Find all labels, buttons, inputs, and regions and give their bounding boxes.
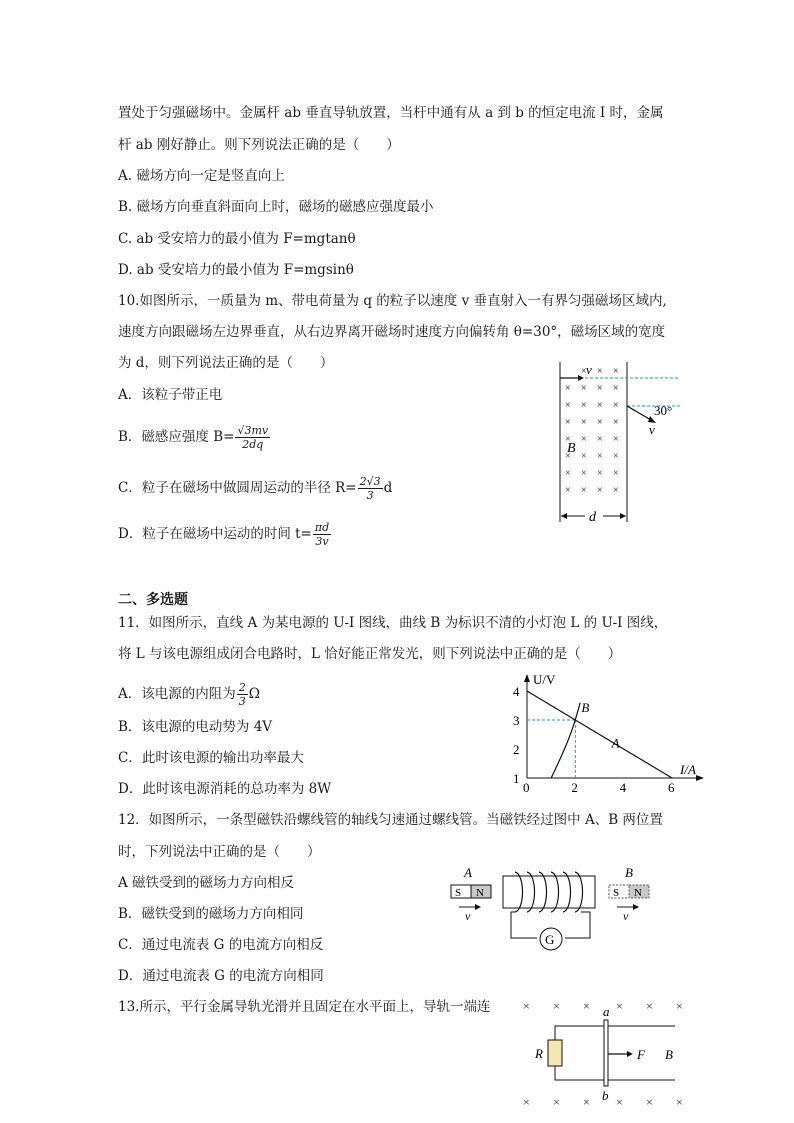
- magnet-a-arrowhead: [475, 904, 481, 910]
- q10-stem-line2: 速度方向跟磁场左边界垂直，从右边界离开磁场时速度方向偏转角 θ=30°，磁场区域的宽度: [118, 324, 666, 340]
- field-cross: ×: [597, 451, 603, 462]
- y-tick-label: 1: [513, 771, 520, 786]
- q13-stem-line1: 13.所示，平行金属导轨光滑并且固定在水平面上，导轨一端连: [118, 999, 491, 1015]
- magnet-a-v-label: v: [465, 909, 471, 923]
- x-tick-label: 4: [619, 780, 627, 795]
- field-cross: ×: [553, 999, 560, 1013]
- y-tick-label: 4: [513, 684, 520, 699]
- intersection-label: B: [581, 700, 590, 715]
- q12-stem-line1: 12．如图所示，一条型磁铁沿螺线管的轴线匀速通过螺线管。当磁铁经过图中 A、B 两位置: [118, 812, 663, 828]
- field-cross: ×: [565, 383, 571, 394]
- section-title: 二、多选题: [118, 592, 188, 608]
- field-cross: ×: [581, 485, 587, 496]
- circuit-wire-left: [511, 912, 537, 938]
- series-a-label: A: [611, 735, 620, 751]
- label-f: F: [637, 1047, 645, 1062]
- field-cross: ×: [581, 366, 587, 377]
- galvanometer-label: G: [545, 932, 555, 947]
- field-cross: ×: [581, 417, 587, 428]
- q10-option-c: C．粒子在磁场中做圆周运动的半径 R= $\frac{2√3}{3}$ d: [118, 475, 393, 502]
- magnet-b-arrowhead: [633, 904, 639, 910]
- label-b-field: B: [665, 1047, 673, 1062]
- y-axis-arrow: [524, 674, 530, 682]
- q12-option-d: D．通过电流表 G 的电流方向相同: [118, 968, 324, 984]
- q11-option-b: B．该电源的电动势为 4V: [118, 719, 273, 735]
- field-cross: ×: [581, 400, 587, 411]
- q11-ui-chart: [500, 670, 720, 798]
- q11-option-d: D．此时该电源消耗的总功率为 8W: [118, 781, 332, 797]
- q10-stem-line3: 为 d，则下列说法正确的是（ ）: [118, 355, 334, 371]
- series-a-line: [527, 691, 672, 778]
- field-cross: ×: [565, 451, 571, 462]
- q10-stem-line1: 10.如图所示，一质量为 m、带电荷量为 q 的粒子以速度 v 垂直射入一有界匀强磁场区域内,: [118, 293, 667, 309]
- q12-option-b: B．磁铁受到的磁场力方向相同: [118, 906, 304, 922]
- field-cross: ×: [565, 485, 571, 496]
- field-cross: ×: [613, 434, 619, 445]
- q9-option-c: C. ab 受安培力的最小值为 F=mgtanθ: [118, 231, 356, 247]
- x-tick-label: 2: [571, 780, 578, 795]
- field-cross: ×: [616, 1095, 623, 1109]
- label-d: d: [589, 510, 596, 525]
- field-cross: ×: [676, 1095, 683, 1109]
- field-cross: ×: [613, 468, 619, 479]
- y-tick-label: 3: [513, 713, 520, 728]
- q9-option-d: D. ab 受安培力的最小值为 F=mgsinθ: [118, 262, 354, 278]
- q10-d-fraction: $\frac{\pi d}{3v}$: [314, 521, 330, 548]
- y-axis-label: U/V: [533, 672, 556, 687]
- q11-stem-line2: 将 L 与该电源组成闭合电路时，L 恰好能正常发光，则下列说法中正确的是（ ）: [118, 646, 622, 662]
- field-cross: ×: [553, 1095, 560, 1109]
- q10-c-fraction: $\frac{2√3}{3}$: [359, 475, 381, 502]
- field-cross: ×: [597, 383, 603, 394]
- field-cross: ×: [613, 451, 619, 462]
- circuit-wire-right: [565, 912, 590, 938]
- field-cross: ×: [583, 1095, 590, 1109]
- q11-option-a: A．该电源的内阻为 $\frac{2}{3}$ Ω: [118, 681, 260, 708]
- field-cross: ×: [523, 1095, 530, 1109]
- magnet-b-s-label: S: [613, 887, 620, 899]
- field-cross: ×: [613, 485, 619, 496]
- q9-option-b: B. 磁场方向垂直斜面向上时，磁场的磁感应强度最小: [118, 199, 434, 215]
- field-cross: ×: [597, 366, 603, 377]
- x-axis-arrow: [696, 775, 704, 781]
- q12-solenoid-figure: [445, 864, 665, 956]
- field-cross: ×: [676, 999, 683, 1013]
- field-cross: ×: [581, 434, 587, 445]
- field-cross: ×: [565, 468, 571, 479]
- field-cross: ×: [581, 468, 587, 479]
- field-cross: ×: [597, 417, 603, 428]
- magnet-b-n-label: N: [634, 887, 642, 899]
- field-cross: ×: [597, 468, 603, 479]
- field-cross: ×: [597, 485, 603, 496]
- exit-velocity-arrow: [627, 406, 651, 420]
- label-b: b: [602, 1088, 609, 1103]
- magnet-a-s-label: S: [455, 887, 462, 899]
- q10-option-a: A．该粒子带正电: [118, 387, 223, 403]
- magnet-a-n-label: N: [476, 887, 484, 899]
- resistor: [548, 1040, 562, 1066]
- label-position-b: B: [625, 865, 633, 880]
- field-cross: ×: [646, 999, 653, 1013]
- field-crosses: [565, 366, 619, 496]
- label-r: R: [535, 1046, 543, 1061]
- magnet-b-v-label: v: [623, 909, 629, 923]
- q9-stem-line1: 置处于匀强磁场中。金属杆 ab 垂直导轨放置，当杆中通有从 a 到 b 的恒定电流 I 时，金属: [118, 105, 664, 121]
- q10-option-d: D．粒子在磁场中运动的时间 t= $\frac{\pi d}{3v}$: [118, 521, 330, 548]
- field-cross: ×: [597, 434, 603, 445]
- field-cross: ×: [597, 400, 603, 411]
- width-arrowhead-right: [620, 513, 626, 519]
- metal-rails: [555, 1026, 675, 1080]
- label-position-a: A: [464, 865, 472, 880]
- q10-magnetic-field-figure: [550, 358, 690, 528]
- metal-rod: [604, 1020, 608, 1086]
- q9-option-a: A. 磁场方向一定是竖直向上: [118, 168, 285, 184]
- q10-b-fraction: $\frac{√3mv}{2dq}$: [237, 424, 269, 451]
- field-cross: ×: [646, 1095, 653, 1109]
- label-b-field: B: [567, 441, 576, 456]
- field-cross: ×: [565, 417, 571, 428]
- q11-a-fraction: $\frac{2}{3}$: [238, 681, 246, 708]
- q12-option-a: A 磁铁受到的磁场力方向相反: [118, 875, 295, 891]
- q12-option-c: C．通过电流表 G 的电流方向相反: [118, 937, 324, 953]
- label-a: a: [603, 1004, 610, 1019]
- field-cross: ×: [565, 434, 571, 445]
- label-v-entry: v: [586, 362, 592, 377]
- field-cross: ×: [613, 383, 619, 394]
- width-arrowhead-left: [561, 513, 567, 519]
- field-cross: ×: [583, 999, 590, 1013]
- x-tick-label: 0: [523, 780, 530, 795]
- q13-rail-figure: [515, 996, 695, 1114]
- field-cross: ×: [613, 417, 619, 428]
- field-cross: ×: [581, 383, 587, 394]
- field-cross: ×: [613, 366, 619, 377]
- field-cross: ×: [565, 400, 571, 411]
- x-tick-label: 6: [668, 780, 675, 795]
- field-cross: ×: [616, 999, 623, 1013]
- q9-stem-line2: 杆 ab 刚好静止。则下列说法正确的是（ ）: [118, 137, 400, 153]
- q11-stem-line1: 11．如图所示，直线 A 为某电源的 U-I 图线，曲线 B 为标识不清的小灯泡 L 的 U-I 图线，: [118, 615, 668, 631]
- q11-option-c: C．此时该电源的输出功率最大: [118, 750, 304, 766]
- field-cross: ×: [523, 999, 530, 1013]
- label-v-exit: v: [649, 422, 655, 437]
- label-angle: 30°: [654, 403, 673, 418]
- x-axis-label: I/A: [680, 762, 696, 777]
- field-cross: ×: [613, 400, 619, 411]
- field-cross: ×: [581, 451, 587, 462]
- q10-option-b: B．磁感应强度 B= $\frac{√3mv}{2dq}$: [118, 424, 269, 451]
- force-arrowhead: [627, 1051, 633, 1057]
- y-tick-label: 2: [513, 742, 520, 757]
- q12-stem-line2: 时，下列说法中正确的是（ ）: [118, 844, 321, 860]
